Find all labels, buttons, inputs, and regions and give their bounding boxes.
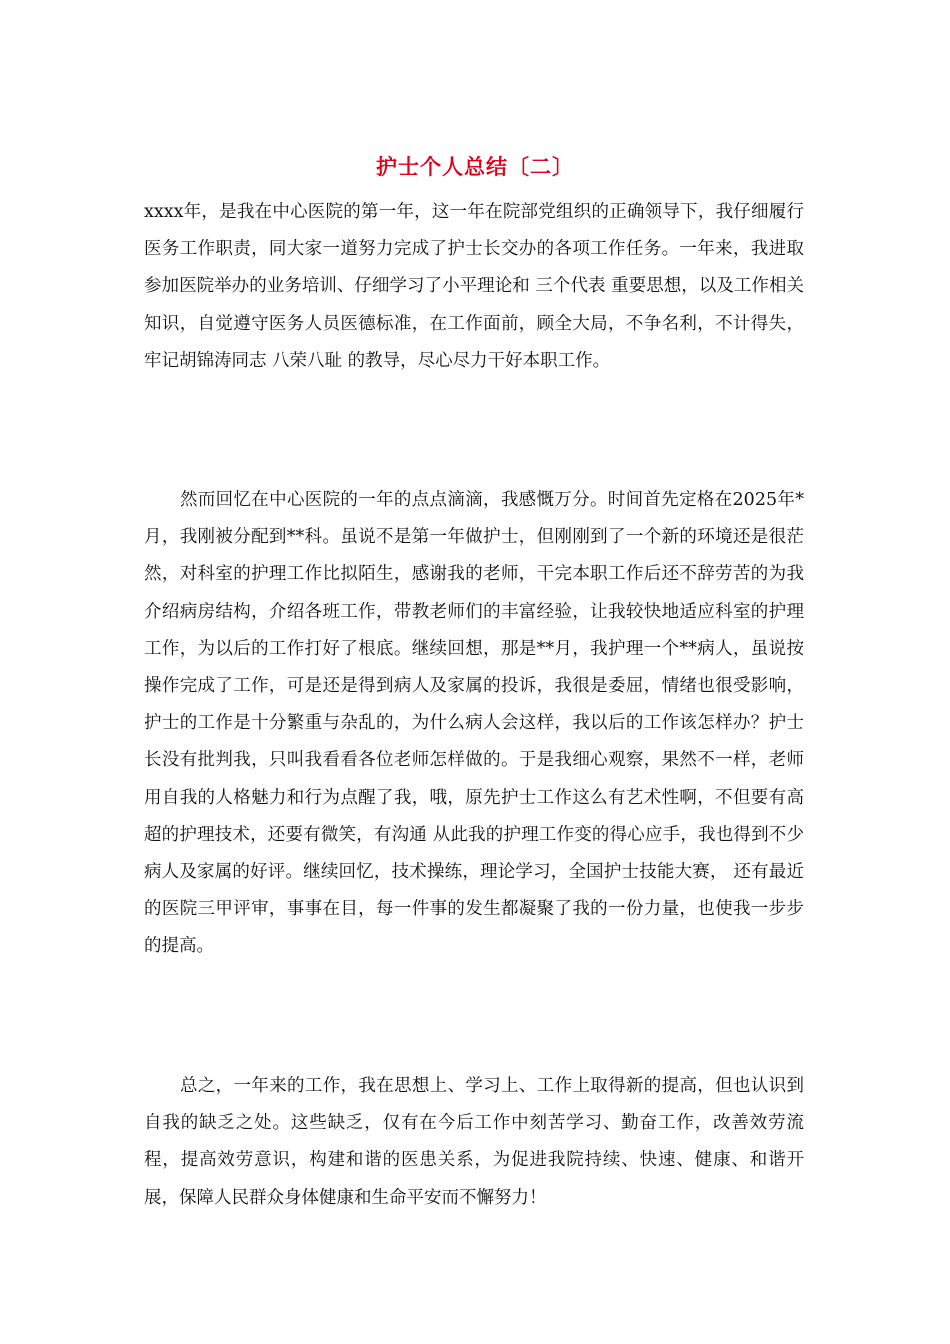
document-title: 护士个人总结〔二〕 [376,155,574,179]
paragraph-conclusion: 总之，一年来的工作，我在思想上、学习上、工作上取得新的提高，但也认识到自我的缺乏之处。这些缺乏，仅有在今后工作中刻苦学习、勤奋工作，改善效劳流程，提高效劳意识，构建和谐的医患关系，为促进我院持续、快速、健康、和谐开展，保障人民群众身体健康和生命平安而不懈努力！ [144,1076,804,1208]
paragraph-intro: xxxx年，是我在中心医院的第一年，这一年在院部党组织的正确领导下，我仔细履行医务工作职责，同大家一道努力完成了护士长交办的各项工作任务。一年来，我进取参加医院举办的业务培训、仔细学习了小平理论和 三个代表 重要思想，以及工作相关知识，自觉遵守医务人员医德标准，在工作面前，顾全大局，不争名利，不计得失，牢记胡锦涛同志 八荣八耻 的教导，尽心尽力干好本职工作。 [144,202,804,371]
paragraph-recollection: 然而回忆在中心医院的一年的点点滴滴，我感慨万分。时间首先定格在2025年*月，我刚被分配到**科。虽说不是第一年做护士，但刚刚到了一个新的环境还是很茫然，对科室的护理工作比拟陌生，感谢我的老师，干完本职工作后还不辞劳苦的为我介绍病房结构，介绍各班工作，带教老师们的丰富经验，让我较快地适应科室的护理工作，为以后的工作打好了根底。继续回想，那是**月，我护理一个**病人，虽说按操作完成了工作，可是还是得到病人及家属的投诉，我很是委屈，情绪也很受影响，护士的工作是十分繁重与杂乱的，为什么病人会这样，我以后的工作该怎样办？护士长没有批判我，只叫我看看各位老师怎样做的。于是我细心观察，果然不一样，老师用自我的人格魅力和行为点醒了我，哦，原先护士工作这么有艺术性啊，不但要有高超的护理技术，还要有微笑，有沟通 从此我的护理工作变的得心应手，我也得到不少病人及家属的好评。继续回忆，技术操练，理论学习，全国护士技能大赛， 还有最近的医院三甲评审，事事在目，每一件事的发生都凝聚了我的一份力量，也使我一步步的提高。 [144,490,804,957]
